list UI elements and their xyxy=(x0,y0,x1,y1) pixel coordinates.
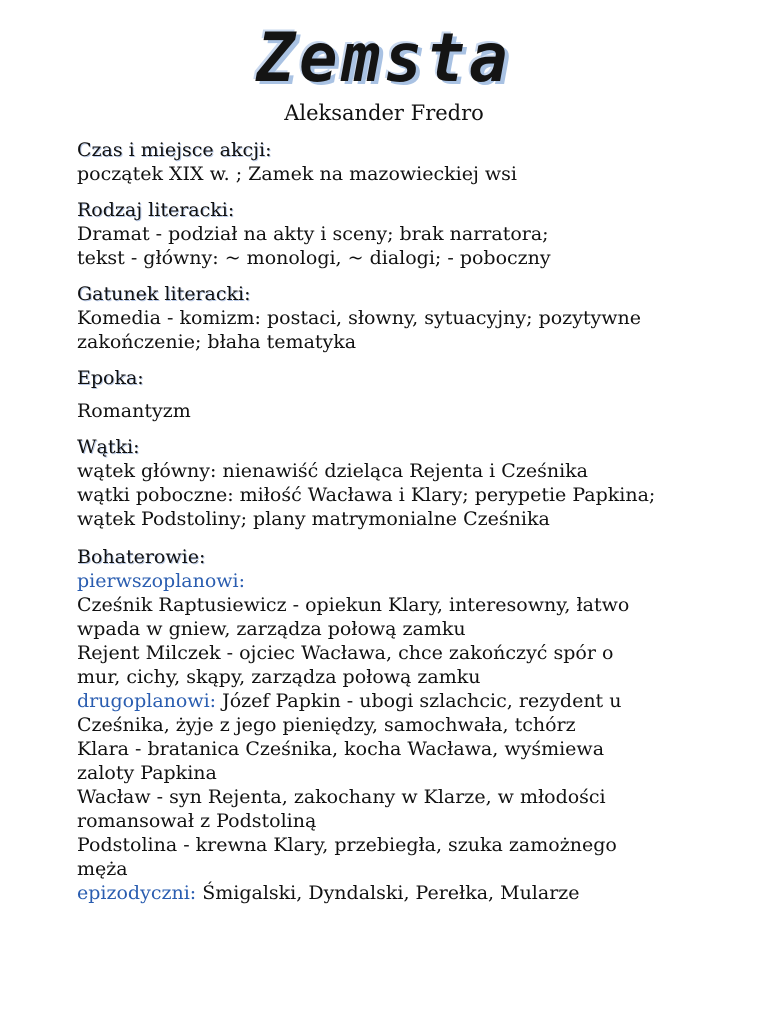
text-line: Wacław - syn Rejenta, zakochany w Klarze, w młodości xyxy=(77,786,606,808)
text-line xyxy=(77,689,717,713)
document-title: Zemsta xyxy=(256,20,512,98)
heading-czas: Czas i miejsce akcji: xyxy=(77,139,272,161)
text-line: romansował z Podstoliną xyxy=(77,810,317,832)
heading-rodzaj: Rodzaj literacki: xyxy=(77,199,235,221)
subheading-pierwszoplanowi: pierwszoplanowi: xyxy=(77,570,246,592)
text-line: wątek główny: nienawiść dzieląca Rejenta i Cześnika xyxy=(77,460,588,482)
text-line: Cześnika, żyje z jego pieniędzy, samochwała, tchórz xyxy=(77,714,576,736)
text-line: Komedia - komizm: postaci, słowny, sytuacyjny; pozytywne xyxy=(77,307,642,329)
text-line: Romantyzm xyxy=(77,400,191,422)
text-line: tekst - główny: ~ monologi, ~ dialogi; - poboczny xyxy=(77,247,551,269)
author-name: Aleksander Fredro xyxy=(284,101,484,125)
heading-watki: Wątki: xyxy=(77,436,140,458)
text-line: wątek Podstoliny; plany matrymonialne Cześnika xyxy=(77,508,550,530)
text-line: Dramat - podział na akty i sceny; brak narratora; xyxy=(77,223,549,245)
heading-epoka: Epoka: xyxy=(77,367,144,389)
text-span: Śmigalski, Dyndalski, Perełka, Mularze xyxy=(196,882,580,904)
text-line: wpada w gniew, zarządza połową zamku xyxy=(77,618,466,640)
text-line: Podstolina - krewna Klary, przebiegła, szuka zamożnego xyxy=(77,834,617,856)
text-span: Józef Papkin - ubogi szlachcic, rezydent u xyxy=(216,690,622,712)
text-line: męża xyxy=(77,858,128,880)
text-line: wątki poboczne: miłość Wacława i Klary; perypetie Papkina; xyxy=(77,484,656,506)
text-line xyxy=(77,881,717,905)
text-line: początek XIX w. ; Zamek na mazowieckiej wsi xyxy=(77,163,517,185)
text-line: mur, cichy, skąpy, zarządza połową zamku xyxy=(77,666,481,688)
text-line: zaloty Papkina xyxy=(77,762,217,784)
heading-bohaterowie: Bohaterowie: xyxy=(77,546,206,568)
text-line: zakończenie; błaha tematyka xyxy=(77,331,357,353)
document-content xyxy=(77,138,717,905)
text-line: Klara - bratanica Cześnika, kocha Wacława, wyśmiewa xyxy=(77,738,605,760)
heading-gatunek: Gatunek literacki: xyxy=(77,283,251,305)
subheading-epizodyczni: epizodyczni: xyxy=(77,882,197,904)
text-line: Cześnik Raptusiewicz - opiekun Klary, interesowny, łatwo xyxy=(77,594,630,616)
text-line: Rejent Milczek - ojciec Wacława, chce zakończyć spór o xyxy=(77,642,614,664)
subheading-drugoplanowi: drugoplanowi: xyxy=(77,690,217,712)
